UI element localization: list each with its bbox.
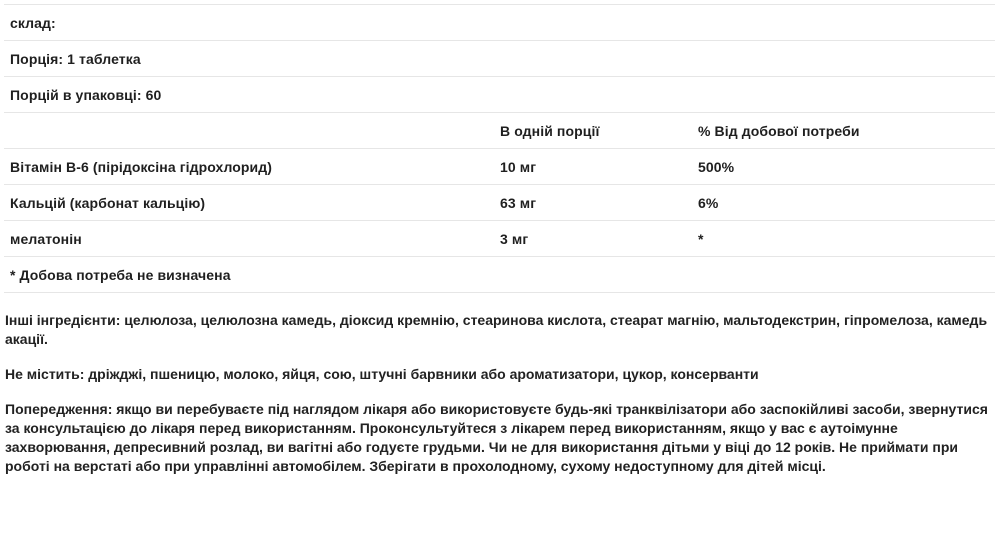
- supplement-facts-table: [4, 4, 995, 293]
- warning-text: Попередження: якщо ви перебуваєте під наглядом лікаря або використовуєте будь-які транквілізатори або заспокійливі засоби, звернутися за консультацією до лікаря перед використанням. Проконсультуйтеся з лікарем перед використанням, якщо у вас є аутоімунне захворювання, депресивний розлад, ви вагітні або годуєте грудьми. Чи не для використання дітьми у віці до 12 років. Не приймати при роботі на верстаті або при управлінні автомобілем. Зберігати в прохолодному, сухому недоступному для дітей місці.: [5, 401, 988, 474]
- composition-row: [4, 5, 995, 41]
- footnote-row: [4, 257, 995, 293]
- serving-size-row: [4, 41, 995, 77]
- table-row: [4, 185, 995, 221]
- ingredient-amount: 63 мг: [500, 194, 537, 211]
- table-header-row: [4, 113, 995, 149]
- column-header-amount: В одній порції: [500, 122, 600, 139]
- table-row: [4, 149, 995, 185]
- servings-per-container-label: Порцій в упаковці: 60: [10, 86, 162, 103]
- ingredient-name: мелатонін: [10, 230, 82, 247]
- column-header-daily-value: % Від добової потреби: [698, 122, 860, 139]
- ingredient-name: Вітамін B-6 (пірідоксіна гідрохлорид): [10, 158, 273, 175]
- composition-label: склад:: [10, 14, 56, 31]
- product-notes: [5, 311, 990, 492]
- ingredient-daily-value: 6%: [698, 194, 719, 211]
- servings-per-container-row: [4, 77, 995, 113]
- ingredient-daily-value: *: [698, 230, 704, 247]
- ingredient-name: Кальцій (карбонат кальцію): [10, 194, 206, 211]
- ingredient-amount: 3 мг: [500, 230, 529, 247]
- other-ingredients-text: Інші інгредієнти: целюлоза, целюлозна камедь, діоксид кремнію, стеаринова кислота, стеарат магнію, мальтодекстрин, гіпромелоза, камедь акації.: [5, 312, 988, 347]
- free-of-text: Не містить: дріжджі, пшеницю, молоко, яйця, сою, штучні барвники або ароматизатори, цукор, консерванти: [5, 366, 759, 382]
- ingredient-daily-value: 500%: [698, 158, 735, 175]
- serving-size-label: Порція: 1 таблетка: [10, 50, 141, 67]
- footnote-text: * Добова потреба не визначена: [10, 266, 231, 283]
- table-row: [4, 221, 995, 257]
- ingredient-amount: 10 мг: [500, 158, 537, 175]
